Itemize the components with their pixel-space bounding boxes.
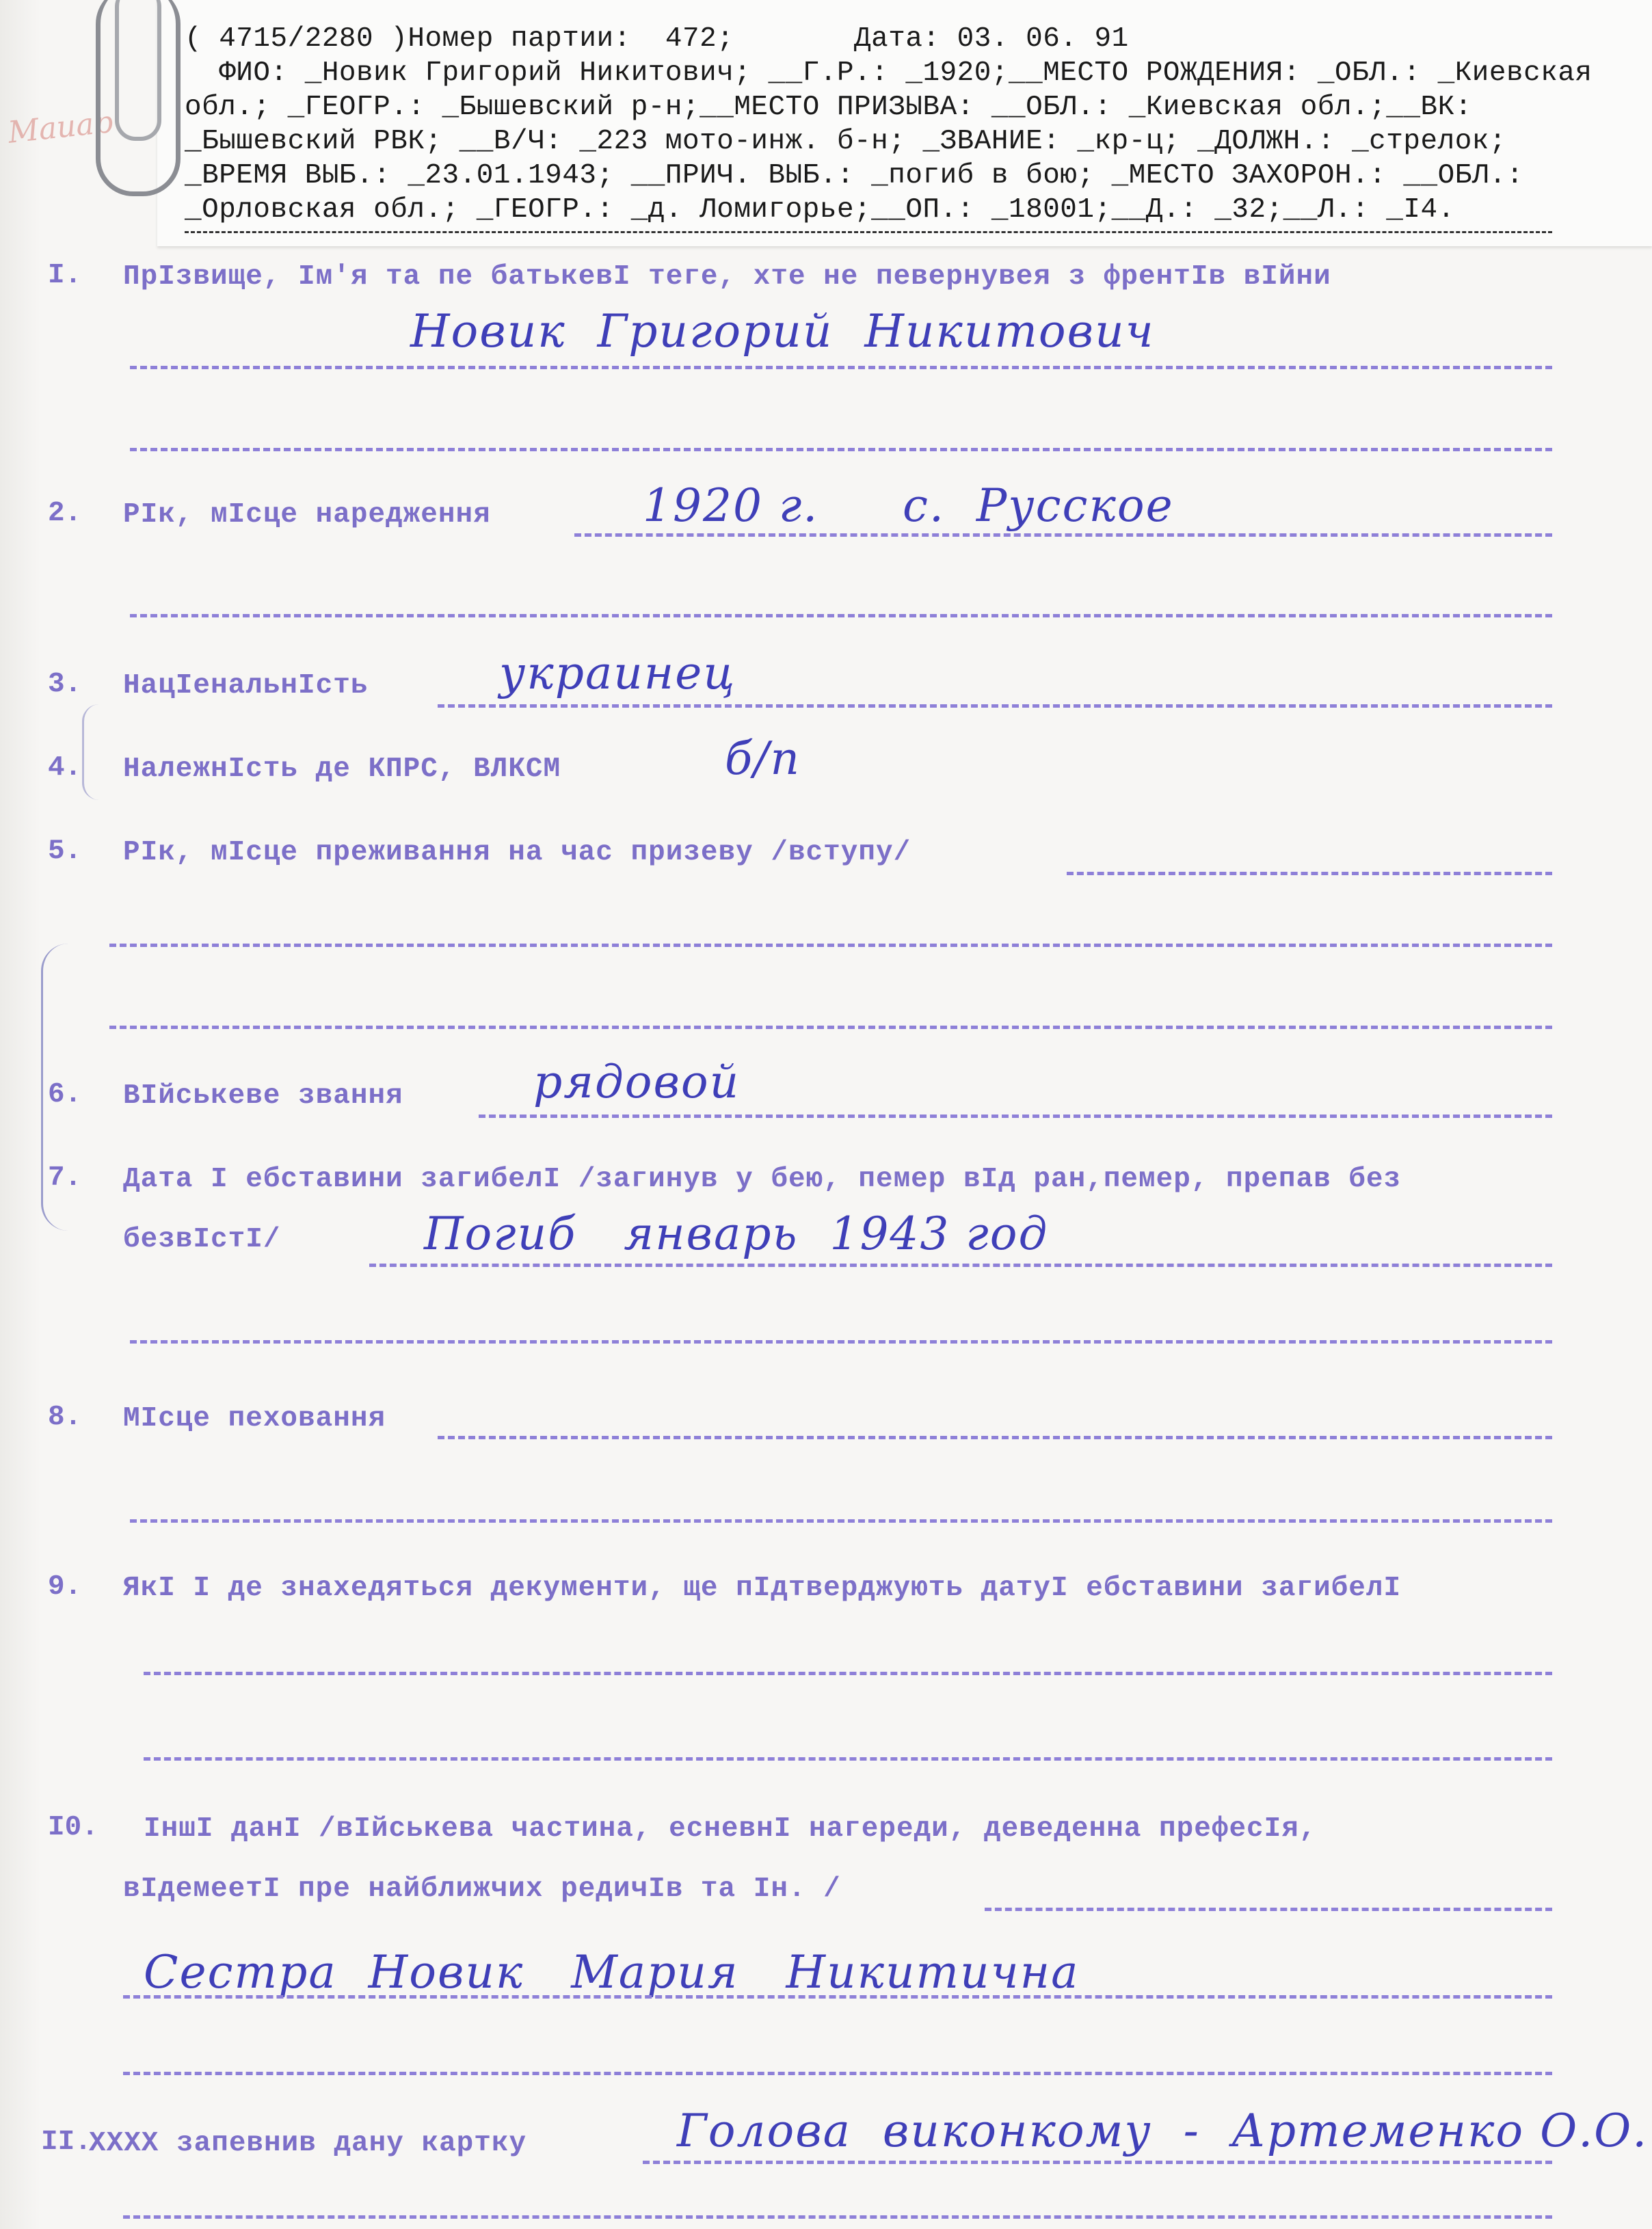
- question-number: 5.: [48, 836, 82, 867]
- question-2-label: РІк, мІсце нареджeння: [123, 499, 491, 531]
- question-11-label: ХХХХ запевнив дану картку: [89, 2128, 527, 2159]
- answer-7-death: Погиб январь 1943 год: [424, 1207, 1049, 1260]
- header-line-6: _Орловская обл.; _ГЕОГР.: _д. Ломигорье;__ОП.: _18001;__Д.: _32;__Л.: _I4.: [185, 194, 1455, 226]
- question-number: 7.: [48, 1162, 82, 1194]
- header-divider: [185, 231, 1552, 233]
- margin-bracket: [82, 704, 99, 800]
- answer-line: [130, 1340, 1552, 1344]
- answer-6-rank: рядовой: [533, 1056, 741, 1108]
- header-line-3: обл.; _ГЕОГР.: _Бышевский р-н;__МЕСТО ПРИЗЫВА: __ОБЛ.: _Киевская обл.;__ВК:: [185, 92, 1472, 123]
- answer-line: [1067, 872, 1552, 875]
- question-3-label: НацІенальнІсть: [123, 670, 369, 702]
- answer-11-filled-by: Голова виконкому - Артеменко О.О.: [677, 2105, 1649, 2157]
- question-number: I.: [48, 260, 82, 291]
- answer-3-nationality: украинец: [499, 647, 736, 699]
- header-line-2: ФИО: _Новик Григорий Никитович; __Г.Р.: _1920;__МЕСТО РОЖДЕНИЯ: _ОБЛ.: _Киевская: [185, 57, 1593, 89]
- question-5-label: РІк, мІсце преживання на час призеву /вступу/: [123, 837, 911, 868]
- question-number: 8.: [48, 1402, 82, 1433]
- answer-line: [479, 1114, 1552, 1118]
- answer-line: [130, 448, 1552, 451]
- paper-edge: [0, 0, 41, 2229]
- answer-4-party: б/п: [725, 732, 801, 785]
- paperclip-inner-icon: [115, 0, 161, 141]
- answer-line: [985, 1908, 1552, 1911]
- question-7-label: Дата I ебставини загибелI /загинув у бею, пемер вIд ран,пемер, препав без: [123, 1164, 1402, 1195]
- question-1-label: ПрІзвище, Ім'я та пе батькевІ тегe, хте не певернувея з френтІв вІйни: [123, 261, 1331, 293]
- answer-line: [574, 533, 1552, 537]
- question-number: 4.: [48, 752, 82, 784]
- answer-line: [144, 1672, 1552, 1675]
- question-9-label: ЯкІ I де знахедяться декументи, ще пІдтверджують датуI ебставини загибелI: [123, 1573, 1402, 1604]
- answer-line: [130, 366, 1552, 369]
- answer-2-place: с. Русское: [903, 479, 1174, 532]
- answer-line: [130, 1519, 1552, 1523]
- header-line-4: _Бышевский РВК; __В/Ч: _223 мото-инж. б-н; _ЗВАНИЕ: _кр-ц; _ДОЛЖН.: _стрелок;: [185, 126, 1507, 157]
- question-8-label: МІсце пеховання: [123, 1403, 386, 1434]
- question-number: II.: [41, 2126, 92, 2158]
- answer-line: [123, 1995, 1552, 1999]
- question-number: 3.: [48, 669, 82, 700]
- answer-line: [144, 1757, 1552, 1761]
- answer-2-year: 1920 г.: [643, 479, 819, 532]
- answer-line: [438, 704, 1552, 708]
- question-number: I0.: [48, 1812, 98, 1843]
- answer-line: [109, 1026, 1552, 1029]
- header-line-5: _ВРЕМЯ ВЫБ.: _23.01.1943; __ПРИЧ. ВЫБ.: _погиб в бою; _МЕСТО ЗАХОРОН.: __ОБЛ.:: [185, 160, 1524, 191]
- answer-line: [130, 614, 1552, 617]
- answer-line: [643, 2161, 1552, 2164]
- question-6-label: ВІйськеве звання: [123, 1080, 403, 1112]
- answer-10-relatives: Сестра Новик Мария Никитична: [144, 1946, 1080, 1999]
- answer-line: [123, 2072, 1552, 2075]
- question-number: 9.: [48, 1571, 82, 1603]
- question-10-label-cont: вIдемеетI пре найближчих редичIв та Iн. /: [123, 1873, 841, 1905]
- question-number: 2.: [48, 498, 82, 529]
- answer-line: [123, 2215, 1552, 2219]
- question-7-label-cont: безвІстІ/: [123, 1224, 281, 1255]
- answer-line: [438, 1436, 1552, 1439]
- answer-line: [109, 944, 1552, 947]
- red-stamp-text: Маиар: [6, 104, 115, 150]
- answer-1-name: Новик Григорий Никитович: [410, 305, 1155, 358]
- header-line-1: ( 4715/2280 )Номер партии: 472; Дата: 03. 06. 91: [185, 23, 1129, 55]
- question-10-label: IншI данI /вIйськева частина, еснeвнI нагереди, деведенна префесIя,: [144, 1813, 1317, 1845]
- question-number: 6.: [48, 1079, 82, 1110]
- answer-line: [369, 1264, 1552, 1267]
- question-4-label: НалежнІсть де КПРС, ВЛКСМ: [123, 753, 561, 785]
